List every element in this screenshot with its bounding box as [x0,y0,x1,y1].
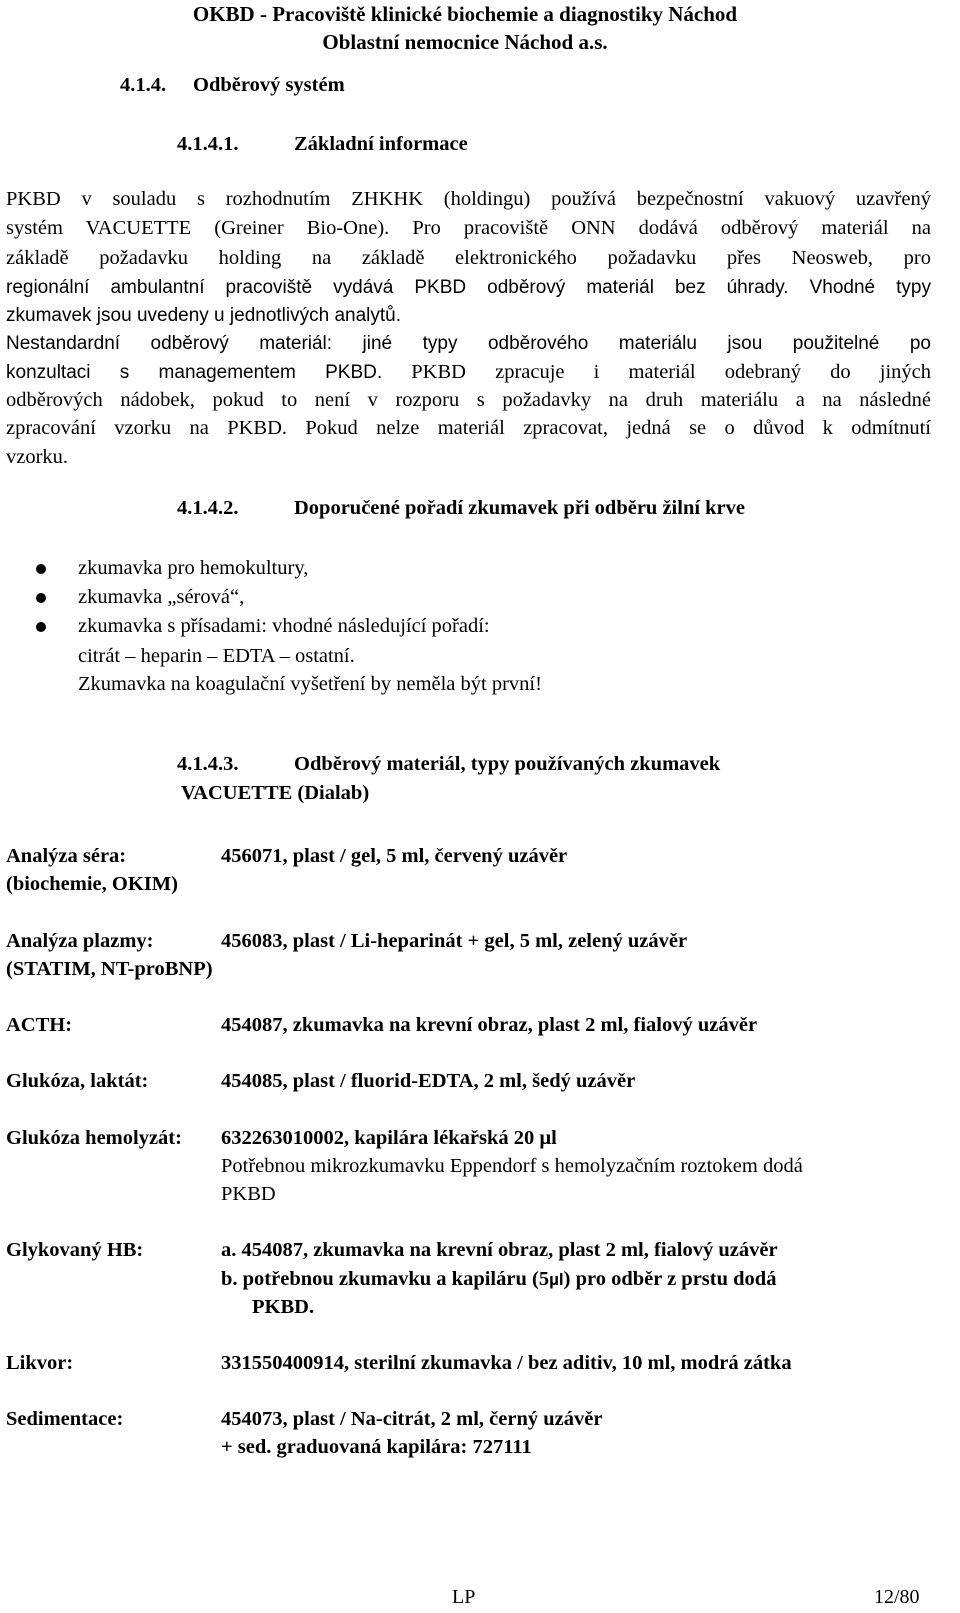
glucose-hemolysate-label: Glukóza hemolyzát: [6,1127,182,1149]
plasma-label: Analýza plazmy: [6,930,154,952]
acth-label: ACTH: [6,1014,73,1036]
serum-label: Analýza séra: [6,845,127,867]
paragraph-line: zkumavek jsou uvedeny u jednotlivých analytů. [6,305,402,326]
paragraph-line: systém VACUETTE (Greiner Bio-One). Pro pracoviště ONN dodává odběrový materiál na [6,217,931,239]
glucose-hemolysate-value: 632263010002, kapilára lékařská 20 µl [221,1127,557,1149]
glucose-hemolysate-note: Potřebnou mikrozkumavku Eppendorf s hemolyzačním roztokem dodá [221,1155,803,1177]
glucose-hemolysate-note: PKBD [221,1183,276,1205]
section-4-1-4-3-subtitle: VACUETTE (Dialab) [181,782,370,804]
bullet-icon [36,593,46,603]
list-item: zkumavka pro hemokultury, [78,557,309,579]
paragraph-line: odběrových nádobek, pokud to není v rozporu s požadavky na druh materiálu a na následné [6,389,931,411]
footer-left-text: LP [452,1586,476,1608]
header-org-line: OKBD - Pracoviště klinické biochemie a diagnostiky Náchod [192,2,738,26]
section-4-1-4-1-title: Základní informace [294,133,468,155]
plasma-value: 456083, plast / Li-heparinát + gel, 5 ml, zelený uzávěr [221,930,688,952]
section-4-1-4-number: 4.1.4. [120,74,167,96]
hba1c-option-a: a. 454087, zkumavka na krevní obraz, plast 2 ml, fialový uzávěr [221,1239,778,1261]
plasma-sublabel: (STATIM, NT-proBNP) [6,958,213,980]
order-sequence: citrát – heparin – EDTA – ostatní. [78,645,355,667]
section-4-1-4-2-number: 4.1.4.2. [177,497,239,519]
page-number: 12/80 [874,1586,920,1608]
paragraph-line: konzultaci s managementem PKBD. PKBD zpracuje i materiál odebraný do jiných [6,361,932,383]
csf-label: Likvor: [6,1352,74,1374]
section-4-1-4-3-title: Odběrový materiál, typy používaných zkumavek [294,753,721,775]
sedimentation-label: Sedimentace: [6,1408,124,1430]
section-4-1-4-2-title: Doporučené pořadí zkumavek při odběru žilní krve [294,497,746,519]
section-4-1-4-title: Odběrový systém [193,74,345,96]
csf-value: 331550400914, sterilní zkumavka / bez aditiv, 10 ml, modrá zátka [221,1352,792,1374]
hba1c-label: Glykovaný HB: [6,1239,144,1261]
paragraph-line: regionální ambulantní pracoviště vydává PKBD odběrový materiál bez úhrady. Vhodné typy [6,277,931,298]
acth-value: 454087, zkumavka na krevní obraz, plast 2 ml, fialový uzávěr [221,1014,758,1036]
sedimentation-value-2: + sed. graduovaná kapilára: 727111 [221,1436,532,1458]
glucose-label: Glukóza, laktát: [6,1070,149,1092]
bullet-icon [36,564,46,574]
paragraph-line: vzorku. [6,446,69,468]
hba1c-option-b: b. potřebnou zkumavku a kapiláru (5µl) pro odběr z prstu dodá [221,1268,777,1290]
bullet-icon [36,622,46,632]
paragraph-line: PKBD v souladu s rozhodnutím ZHKHK (holdingu) používá bezpečnostní vakuový uzavřený [6,188,931,210]
paragraph-line: zpracování vzorku na PKBD. Pokud nelze materiál zpracovat, jedná se o důvod k odmítnutí [6,417,931,439]
order-note: Zkumavka na koagulační vyšetření by neměla být první! [78,673,542,695]
serum-sublabel: (biochemie, OKIM) [6,873,178,895]
list-item: zkumavka „sérová“, [78,586,245,608]
paragraph-line: Nestandardní odběrový materiál: jiné typy odběrového materiálu jsou použitelné po [6,333,931,354]
list-item: zkumavka s přísadami: vhodné následující pořadí: [78,615,490,637]
serum-value: 456071, plast / gel, 5 ml, červený uzávěr [221,845,568,867]
paragraph-line: základě požadavku holding na základě elektronického požadavku přes Neosweb, pro [6,247,931,269]
hba1c-option-b-continued: PKBD. [252,1296,315,1318]
header-hospital-line: Oblastní nemocnice Náchod a.s. [322,30,608,54]
section-4-1-4-1-number: 4.1.4.1. [177,133,239,155]
sedimentation-value: 454073, plast / Na-citrát, 2 ml, černý uzávěr [221,1408,603,1430]
section-4-1-4-3-number: 4.1.4.3. [177,753,239,775]
glucose-value: 454085, plast / fluorid-EDTA, 2 ml, šedý uzávěr [221,1070,636,1092]
